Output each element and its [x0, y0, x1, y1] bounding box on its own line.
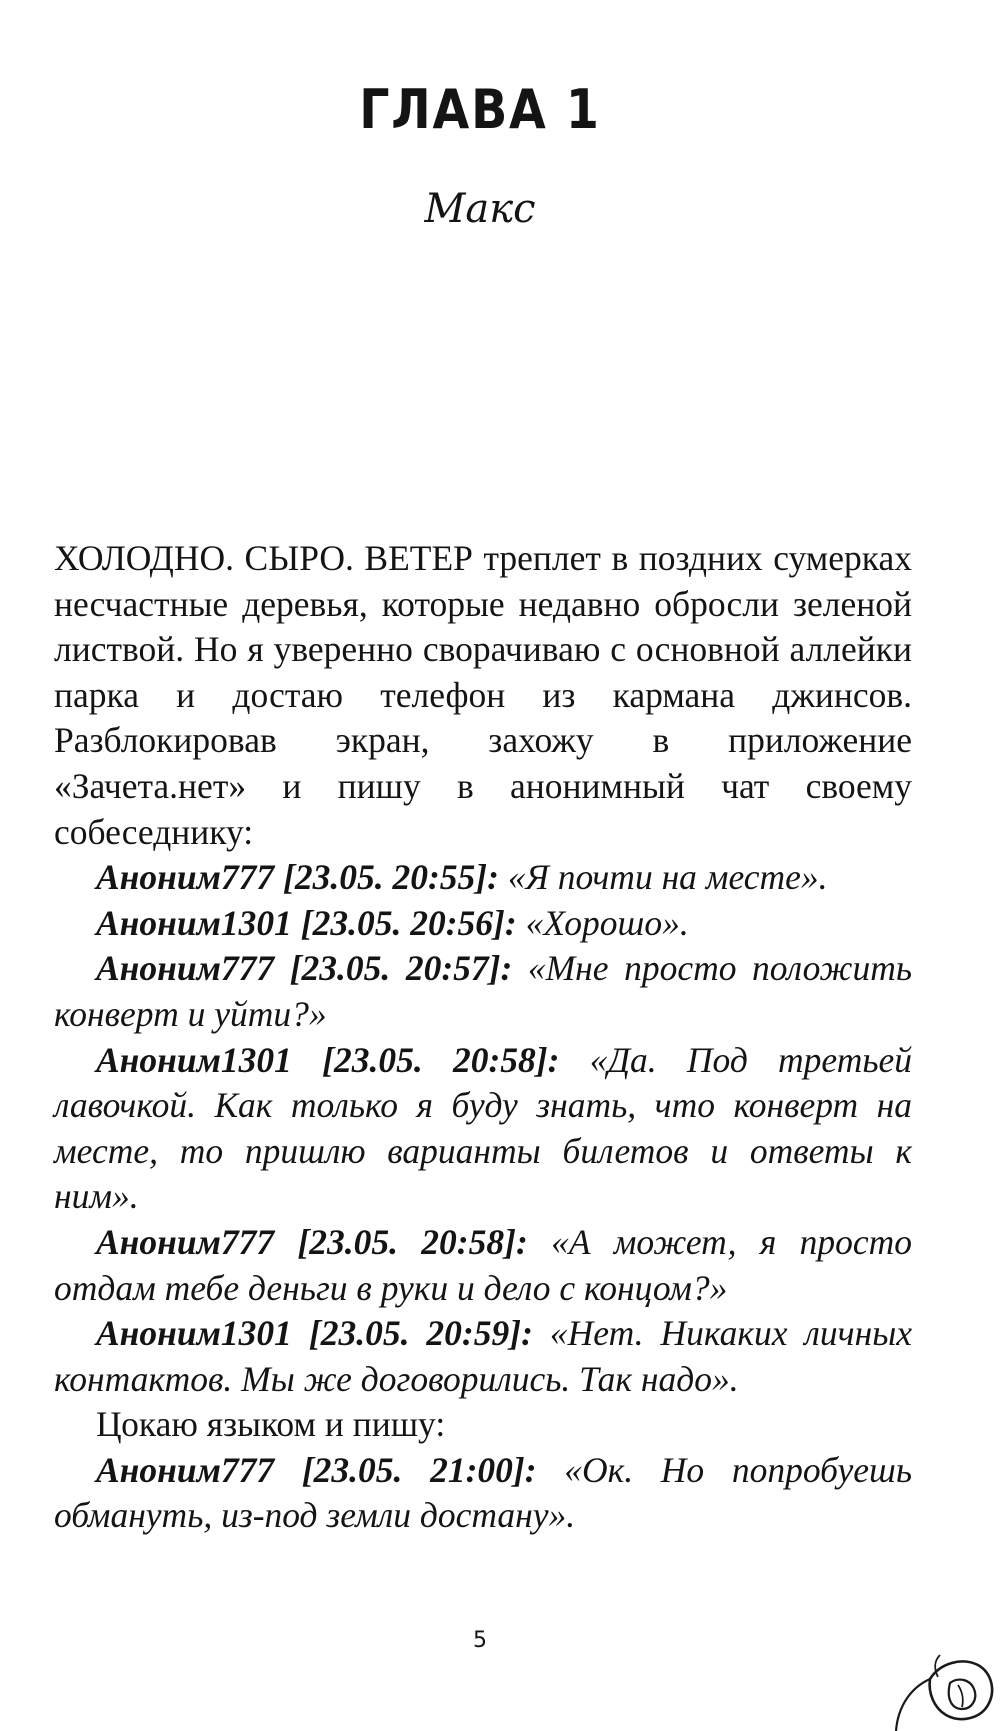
chapter-body	[54, 536, 912, 1539]
chat-author: Аноним1301 [23.05. 20:59]:	[96, 1313, 533, 1354]
page-number: 5	[473, 1628, 487, 1653]
chat-line	[54, 1311, 912, 1402]
chat-line	[54, 946, 912, 1037]
chat-line	[54, 1038, 912, 1220]
intro-paragraph: ХОЛОДНО. СЫРО. ВЕТЕР треплет в поздних сумерках несчастные деревья, которые недавно обросли зеленой листвой. Но я уверенно сворачиваю с основной аллейки парка и достаю телефон из кармана джинсов. Разблокировав экран, захожу в приложение «Зачета.нет» и пишу в анонимный чат своему собеседнику:	[54, 538, 912, 852]
chat-message: «Я почти на месте».	[507, 857, 828, 898]
chat-author: Аноним1301 [23.05. 20:58]:	[96, 1039, 560, 1080]
chat-line	[54, 1220, 912, 1311]
chat-line	[54, 1448, 912, 1539]
chat-message: «А может, я просто отдам тебе деньги в руки и дело с концом?»	[54, 1221, 913, 1308]
chapter-subtitle: Макс	[424, 186, 536, 232]
chat-author: Аноним1301 [23.05. 20:56]:	[96, 902, 517, 943]
narration-paragraph: Цокаю языком и пишу:	[96, 1404, 446, 1445]
chat-author: Аноним777 [23.05. 21:00]:	[96, 1449, 537, 1490]
chat-message: «Нет. Никаких личных контактов. Мы же договорились. Так надо».	[54, 1313, 913, 1399]
chat-line	[54, 901, 912, 947]
chat-author: Аноним777 [23.05. 20:58]:	[96, 1221, 528, 1262]
chat-message: «Да. Под третьей лавочкой. Как только я буду знать, что конверт на месте, то пришлю варианты билетов и ответы к ним».	[54, 1039, 913, 1217]
chapter-title: ГЛАВА 1	[359, 78, 601, 141]
chat-author: Аноним777 [23.05. 20:55]:	[96, 857, 499, 898]
chat-message: «Мне просто положить конверт и уйти?»	[54, 948, 913, 1034]
tulip-corner-ornament-icon	[888, 1619, 1000, 1731]
chat-author: Аноним777 [23.05. 20:57]:	[96, 948, 513, 989]
chat-line	[54, 855, 912, 901]
chat-message: «Хорошо».	[525, 902, 689, 943]
chat-message: «Ок. Но попробуешь обмануть, из-под земли достану».	[54, 1449, 913, 1536]
